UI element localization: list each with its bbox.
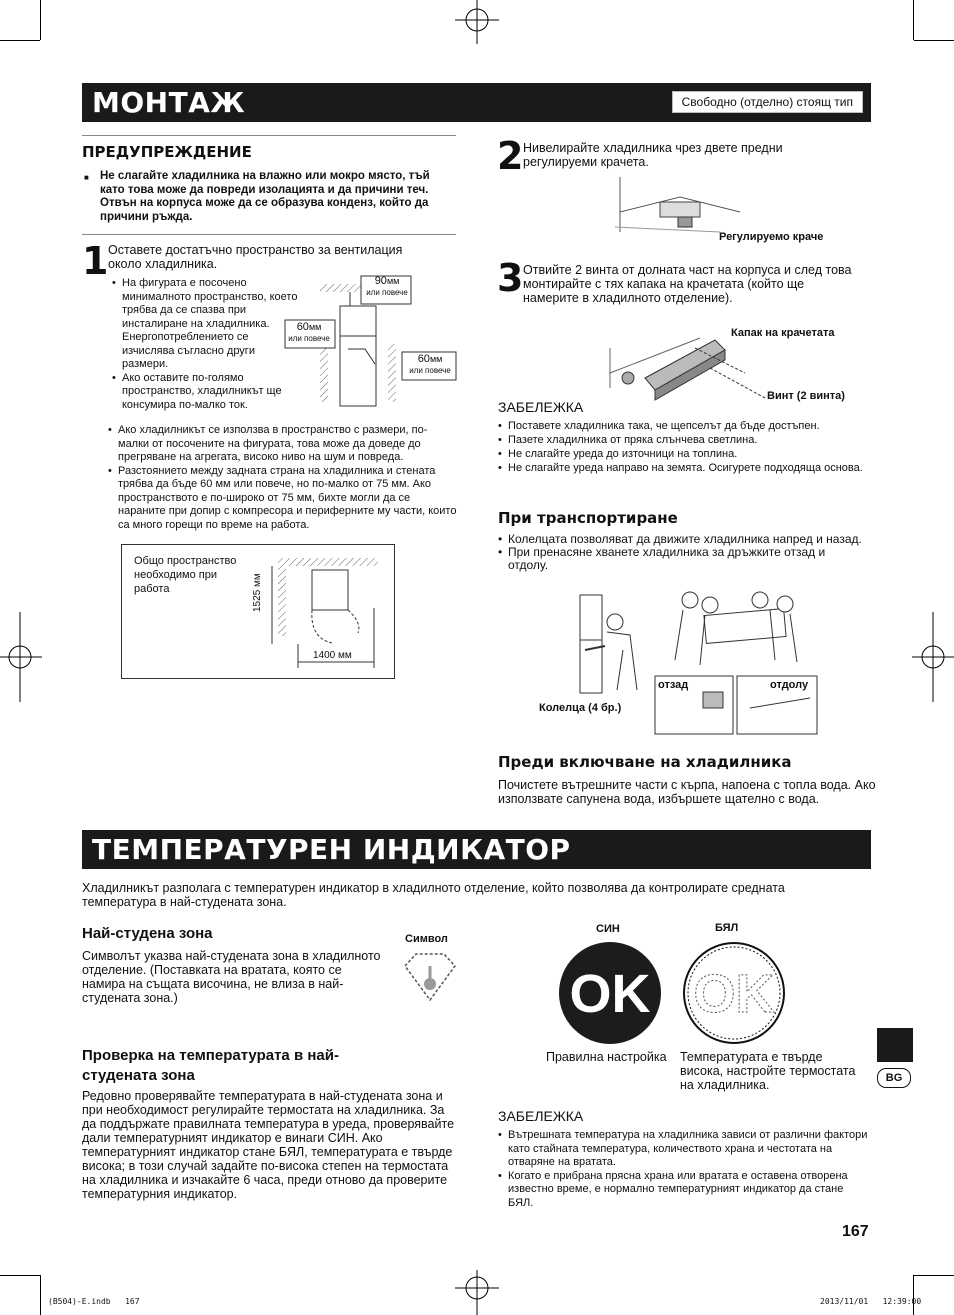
screw-label: Винт (2 винта) <box>767 390 845 402</box>
clearance-top: 90мм или повече <box>366 275 408 297</box>
footer-date: 2013/11/01 12:39:00 <box>820 1297 922 1306</box>
registration-mark-top <box>455 0 499 50</box>
clearance-left: 60мм или повече <box>288 321 330 343</box>
step-1-bullet: • Ако хладилникът се използва в пространство с размери, по-малки от посочените на фигурата, това може да доведе до прегряване на агрегата, високо ниво на шум и повреда. <box>108 424 458 465</box>
symbol-label: Символ <box>405 933 448 945</box>
ok-blue-indicator <box>557 940 663 1046</box>
indicator-note-title: ЗАБЕЛЕЖКА <box>498 1108 584 1124</box>
transport-illustration <box>575 590 865 738</box>
bottom-label: отдолу <box>770 679 809 691</box>
step-1-bullet: • Разстоянието между задната страна на хладилника и стената трябва да бъде 60 мм или повече, но по-малко от 75 мм. Ако пространството е по-широко от 75 мм, бихте могли да се нараните при допир с компресора и периферните му части, които са много горещи по време на работа. <box>108 465 458 533</box>
montage-banner <box>82 83 871 122</box>
step-3-number: 3 <box>497 256 524 300</box>
space-width: 1400 мм <box>313 650 352 661</box>
indicator-note-item: • Когато е прибрана прясна храна или вратата е оставена отворена известно време, е нормално температурният индикатор да стане БЯЛ. <box>498 1170 870 1211</box>
back-label: отзад <box>658 679 689 691</box>
blue-label: СИН <box>596 923 620 935</box>
step-1-indent-list <box>112 277 302 412</box>
note-item: • Поставете хладилника така, че щепселът да бъде достъпен. <box>498 419 868 433</box>
note-item: • Пазете хладилника от пряка слънчева светлина. <box>498 433 868 447</box>
coldest-text: Символът указва най-студената зона в хладилното отделение. (Поставката на вратата, която се намира на същата височина, не влиза в най-студената зона.) <box>82 949 381 1005</box>
space-height: 1525 мм <box>252 573 263 612</box>
note-item: • Не слагайте уреда до източници на топлина. <box>498 447 868 461</box>
note-item: • Не слагайте уреда направо на земята. Осигурете подходяща основа. <box>498 461 868 475</box>
before-title: Преди включване на хладилника <box>498 753 792 771</box>
warning-text: ■ Не слагайте хладилника на влажно или мокро място, тъй като това може да повреди изолацията и да причини теч. Отвън на корпуса може да се образува конденз, който да причини ръжда. <box>84 170 454 224</box>
language-badge: BG <box>877 1068 911 1088</box>
registration-mark-bottom <box>455 1266 499 1315</box>
footer-file: (B504)-E.indb 167 <box>48 1297 140 1306</box>
page-number: 167 <box>842 1223 869 1240</box>
svg-text:OK: OK <box>569 964 651 1024</box>
step-1-bullet: • На фигурата е посочено минималното пространство, което трябва да се спазва при инсталиране на хладилника. Енергопотреблението се изчислява съгласно други размери. <box>112 277 302 372</box>
foot-cover-label: Капак на крачетата <box>731 327 835 339</box>
too-high-text: Температурата е твърде висока, настройте термостата на хладилника. <box>680 1050 856 1092</box>
side-tab <box>877 1028 913 1062</box>
step-1-number: 1 <box>82 239 109 283</box>
transport-list <box>498 533 863 572</box>
indicator-title: ТЕМПЕРАТУРЕН ИНДИКАТОР <box>92 833 571 866</box>
ok-white-indicator <box>681 940 787 1046</box>
registration-mark-left <box>0 612 44 702</box>
indicator-note-item: • Вътрешната температура на хладилника зависи от различни фактори като стайната температура, количеството храна и честотата на отваряне на вратата. <box>498 1129 870 1170</box>
indicator-intro: Хладилникът разполага с температурен индикатор в хладилното отделение, който позволява да контролирате средната температура в най-студената зона. <box>82 881 785 909</box>
note-title: ЗАБЕЛЕЖКА <box>498 399 584 415</box>
registration-mark-right <box>912 612 954 702</box>
operating-space-label: Общо пространство необходимо при работа <box>134 555 237 595</box>
clearance-right: 60мм или повече <box>409 353 451 375</box>
freestanding-tag: Свободно (отделно) стоящ тип <box>672 91 863 113</box>
step-2-number: 2 <box>497 134 524 178</box>
correct-setting: Правилна настройка <box>546 1050 667 1064</box>
montage-title: МОНТАЖ <box>92 86 246 119</box>
svg-text:OK: OK <box>693 964 775 1024</box>
white-label: БЯЛ <box>715 922 739 934</box>
coldest-zone-symbol-icon <box>400 952 460 1004</box>
wall-right-hatch <box>388 344 396 402</box>
check-title: Проверка на температурата в най-студената зона <box>82 1047 339 1084</box>
step-1-text: Оставете достатъчно пространство за вентилация около хладилника. <box>108 243 403 271</box>
indicator-note-list <box>498 1129 870 1210</box>
indicator-banner <box>82 830 871 869</box>
step-3-text: Отвийте 2 винта от долната част на корпуса и след това монтирайте с тях капака на крачетата (който ще намерите в хладилното отделение). <box>523 263 852 305</box>
coldest-title: Най-студена зона <box>82 925 213 942</box>
before-text: Почистете вътрешните части с кърпа, напоена с топла вода. Ако използвате сапунена вода, избършете щателно с вода. <box>498 778 876 806</box>
foot-cover-illustration <box>600 318 770 408</box>
fridge-outline <box>340 306 376 406</box>
warning-list <box>84 170 454 224</box>
step-2-text: Нивелирайте хладилника чрез двете предни регулируеми крачета. <box>523 141 783 169</box>
check-text: Редовно проверявайте температурата в най-студената зона и при необходимост регулирайте термостата на хладилника. За да поддържате правилната температура в уреда, проверявайте дали температурният индикатор е винаги СИН. Ако температурният индикатор стане БЯЛ, температурата е твърде висока; в този случай задайте по-висока степен на термостата на хладилника и изчакайте 6 часа, преди отново да проверите температурния индикатор. <box>82 1089 455 1201</box>
warning-title: ПРЕДУПРЕЖДЕНИЕ <box>82 143 252 161</box>
adjustable-foot-label: Регулируемо краче <box>719 231 824 243</box>
note-list <box>498 419 868 475</box>
step-1-list <box>108 424 458 532</box>
step-1-bullet: • Ако оставите по-голямо пространство, хладилникът ще консумира по-малко ток. <box>112 372 302 413</box>
transport-item: • При пренасяне хванете хладилника за дръжките отзад и отдолу. <box>498 546 863 572</box>
transport-item: • Колелцата позволяват да движите хладилника напред и назад. <box>498 533 863 546</box>
wheels-label: Колелца (4 бр.) <box>539 702 622 714</box>
transport-title: При транспортиране <box>498 509 678 527</box>
